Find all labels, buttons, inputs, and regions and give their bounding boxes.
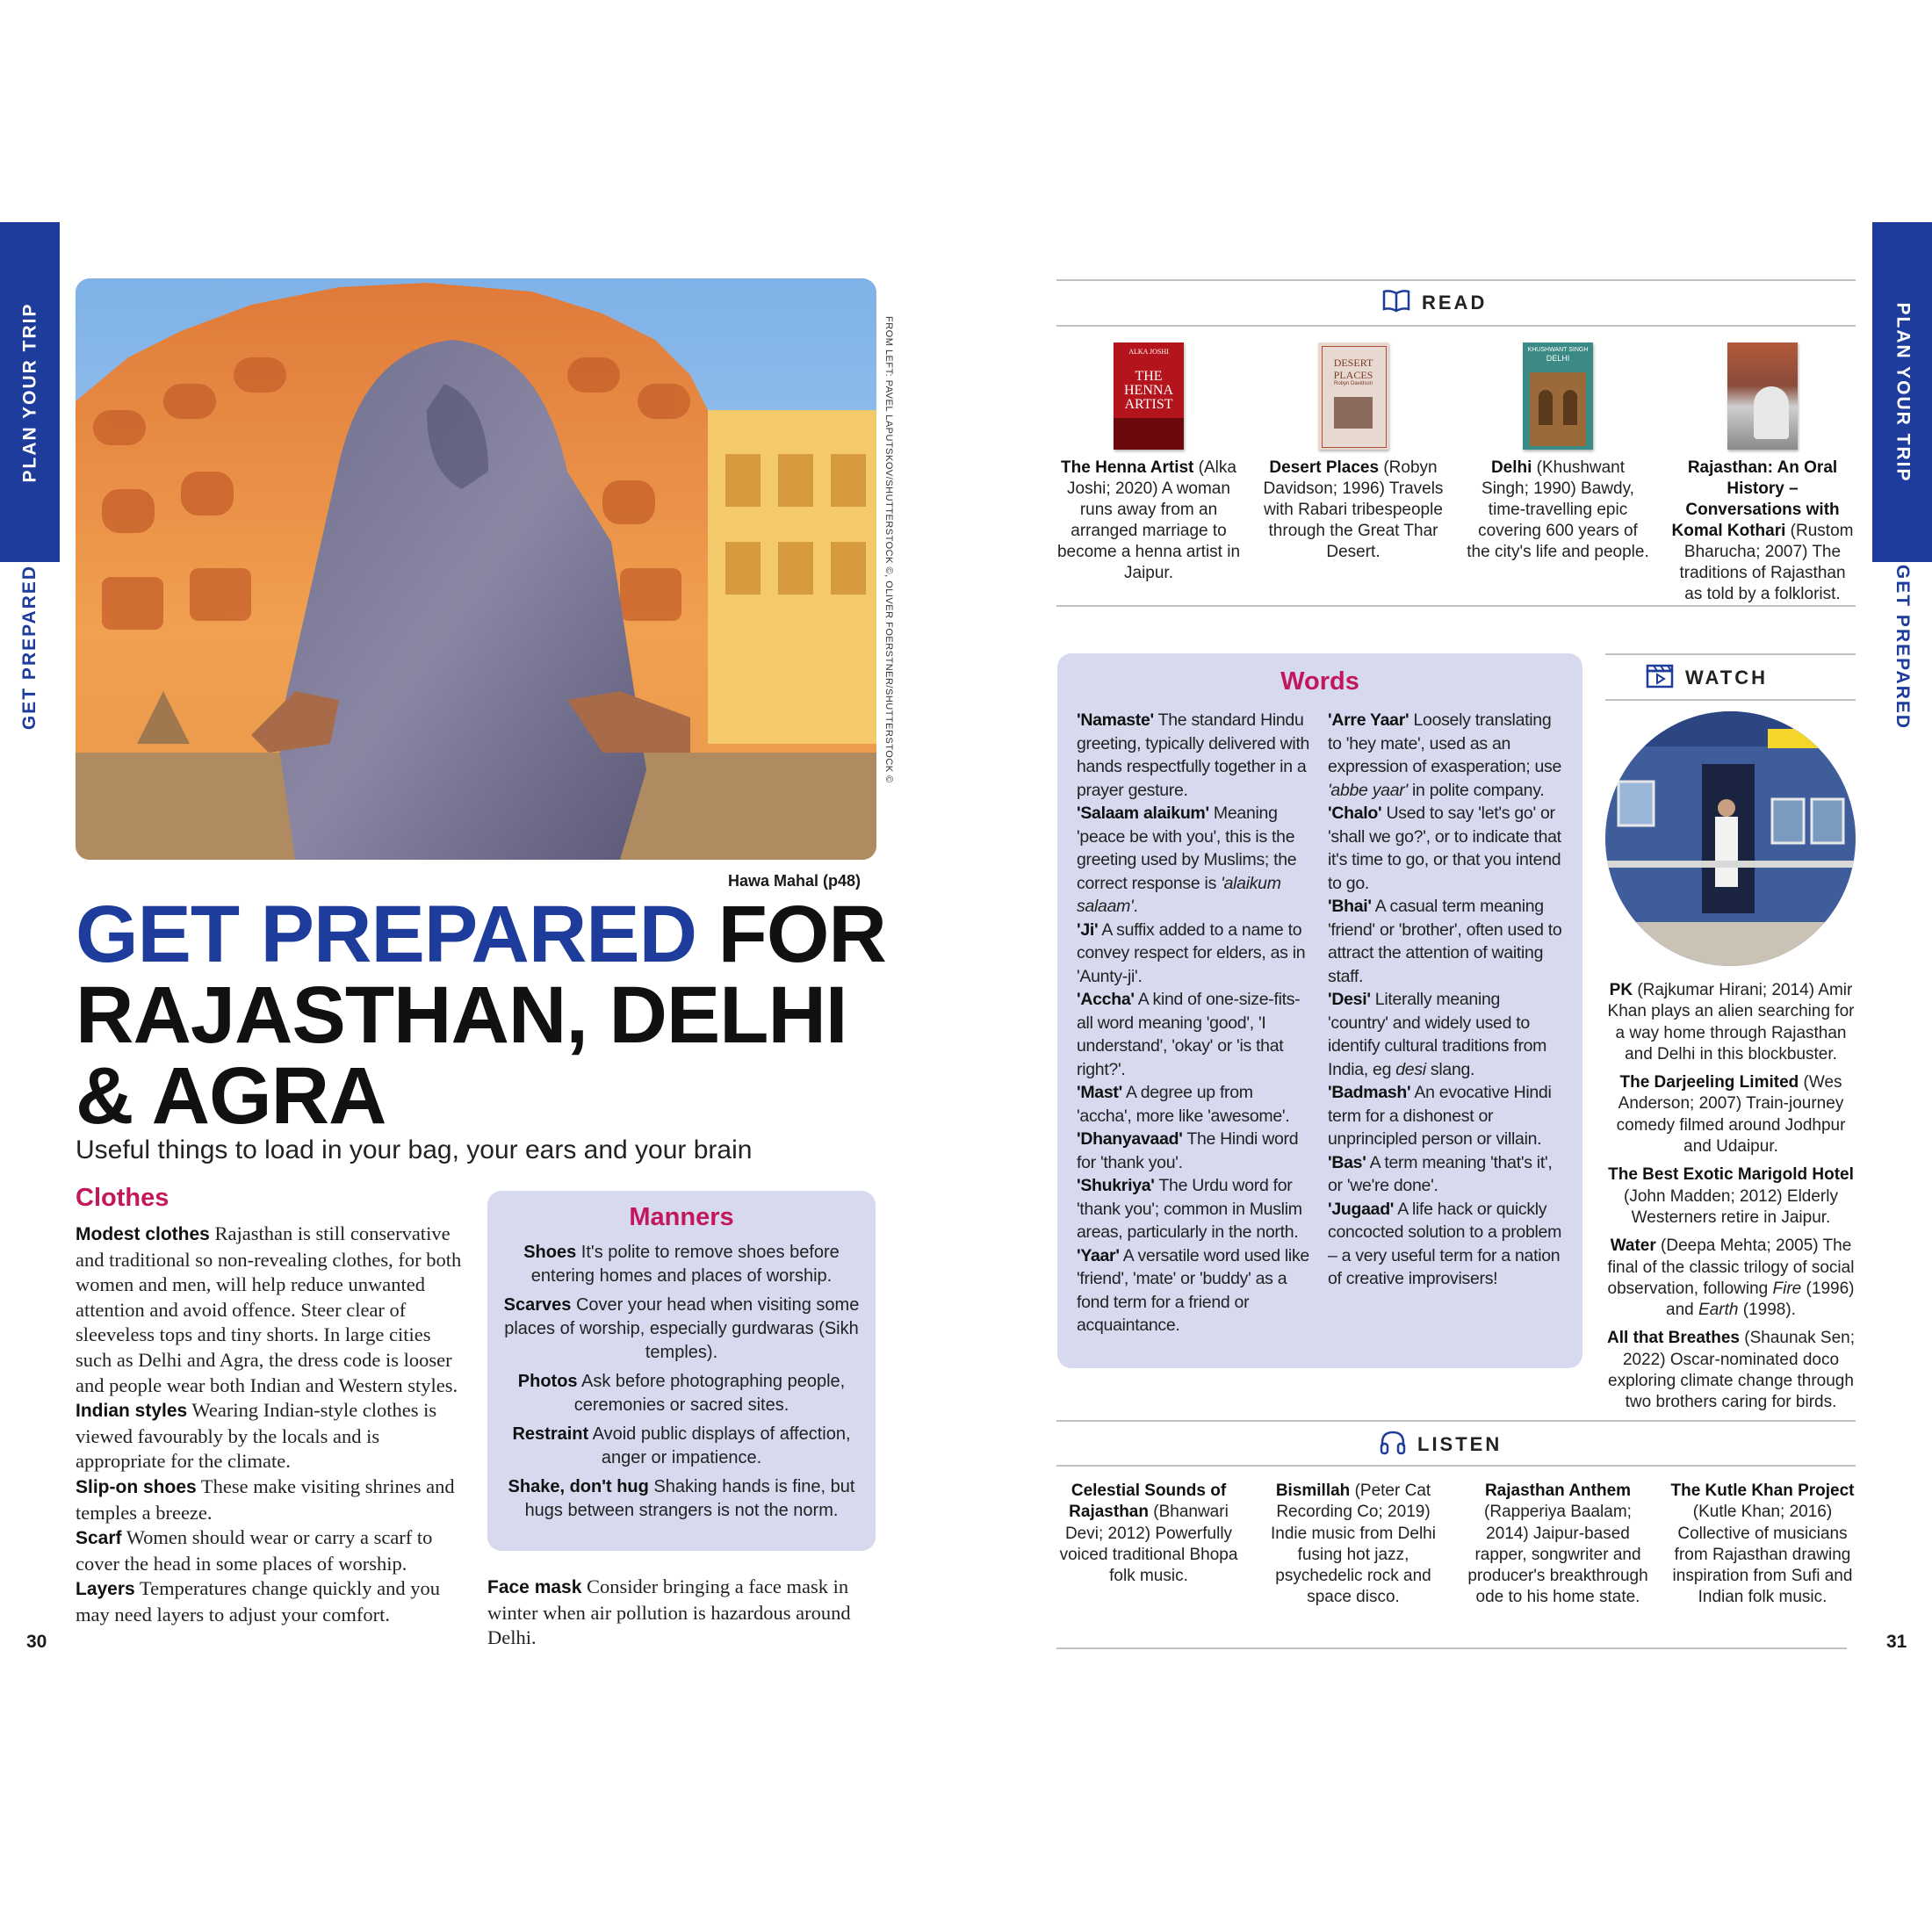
watch-header bbox=[1645, 662, 1768, 694]
list-item: 'Chalo' Used to say 'let's go' or 'shall we go?', or to indicate that it's time to go, or that you intend to go. bbox=[1328, 804, 1561, 893]
list-item: 'Mast' A degree up from 'accha', more like 'awesome'. bbox=[1077, 1083, 1290, 1126]
words-box bbox=[1057, 653, 1582, 1368]
side-tab-right bbox=[1872, 222, 1932, 732]
book-caption: The Henna Artist (Alka Joshi; 2020) A woman runs away from an arranged marriage to become a henna artist in Jaipur. bbox=[1056, 458, 1241, 582]
list-item: 'Yaar' A versatile word used like 'friend', 'mate' or 'buddy' as a fond term for a friend or acquaintance. bbox=[1077, 1245, 1309, 1335]
words-column-2 bbox=[1328, 709, 1563, 1337]
clothes-heading: Clothes bbox=[76, 1184, 169, 1212]
listen-header-rule bbox=[1056, 1465, 1856, 1467]
page-subtitle: Useful things to load in your bag, your ears and your brain bbox=[76, 1135, 753, 1164]
clapperboard-icon bbox=[1645, 662, 1675, 694]
list-item: 'Jugaad' A life hack or quickly concocted solution to a problem – a very useful term for a nation of creative improvisers! bbox=[1328, 1199, 1562, 1288]
clothes-section bbox=[76, 1184, 469, 1628]
list-item: 'Namaste' The standard Hindu greeting, typically delivered with hands respectfully together in a prayer gesture. bbox=[1077, 710, 1310, 800]
read-bottom-rule bbox=[1056, 605, 1856, 607]
list-item: 'Badmash' An evocative Hindi term for a dishonest or unprincipled person or villain. bbox=[1328, 1083, 1552, 1149]
book-caption: Delhi (Khushwant Singh; 1990) Bawdy, time-travelling epic covering 600 years of the city's life and people. bbox=[1467, 458, 1649, 561]
hawa-mahal-photo bbox=[76, 278, 876, 860]
side-tab-get-label: GET PREPARED bbox=[19, 564, 40, 730]
side-tab-get-label: GET PREPARED bbox=[1892, 564, 1914, 730]
page-title bbox=[76, 890, 919, 1141]
side-tab-plan-label: PLAN YOUR TRIP bbox=[19, 302, 40, 482]
list-item: The Darjeeling Limited (Wes Anderson; 2007) Train-journey comedy filmed around Jodhpur and Udaipur. bbox=[1616, 1073, 1846, 1157]
side-tab-left bbox=[0, 222, 60, 732]
page-number-right: 31 bbox=[1886, 1632, 1907, 1652]
book-cover-rajasthan-oral-history bbox=[1727, 342, 1798, 450]
title-line2: RAJASTHAN, DELHI bbox=[76, 970, 847, 1060]
book-cover-desert-places: DESERT PLACES Robyn Davidson bbox=[1318, 342, 1388, 450]
list-item: Photos Ask before photographing people, ceremonies or sacred sites. bbox=[517, 1372, 846, 1415]
list-item: 'Dhanyavaad' The Hindi word for 'thank you'. bbox=[1077, 1129, 1299, 1172]
watch-header-rule bbox=[1605, 699, 1856, 701]
list-item: PK (Rajkumar Hirani; 2014) Amir Khan plays an alien searching for a way home through Rajasthan and Delhi in this blockbuster. bbox=[1607, 981, 1855, 1063]
page-number-left: 30 bbox=[26, 1632, 47, 1652]
list-item: Layers Temperatures change quickly and you may need layers to adjust your comfort. bbox=[76, 1577, 440, 1626]
list-item: Celestial Sounds of Rajasthan (Bhanwari Devi; 2012) Powerfully voiced traditional Bhopa folk music. bbox=[1059, 1481, 1238, 1586]
list-item: 'Bhai' A casual term meaning 'friend' or 'brother', often used to attract the attention of waiting staff. bbox=[1328, 897, 1562, 986]
read-header bbox=[1381, 288, 1487, 318]
facemask-item: Face mask Consider bringing a face mask in winter when air pollution is hazardous around Delhi. bbox=[487, 1575, 851, 1649]
list-item: 'Ji' A suffix added to a name to convey respect for elders, as in 'Aunty-ji'. bbox=[1077, 919, 1306, 986]
book-caption: Rajasthan: An Oral History – Conversations with Komal Kothari (Rustom Bharucha; 2007) The traditions of Rajasthan as told by a folklorist. bbox=[1671, 458, 1854, 603]
list-item: Modest clothes Rajasthan is still conservative and traditional so non-revealing clothes, for both women and men, will help reduce unwanted attention and avoid offence. Steer clear of sleeveless tops and tiny shorts. In large cities such as Delhi and Agra, the dress code is looser and people wear both Indian and Western styles. bbox=[76, 1222, 462, 1396]
list-item: 'Shukriya' The Urdu word for 'thank you'; common in Muslim areas, particularly in the north. bbox=[1077, 1176, 1302, 1242]
manners-heading: Manners bbox=[629, 1203, 734, 1231]
title-for: FOR bbox=[696, 890, 886, 979]
read-heading: READ bbox=[1422, 292, 1488, 314]
list-item: Restraint Avoid public displays of affection, anger or impatience. bbox=[512, 1424, 851, 1467]
manners-list bbox=[500, 1241, 863, 1523]
list-item: Scarves Cover your head when visiting some places of worship, especially gurdwaras (Sikh temples). bbox=[503, 1295, 860, 1362]
list-item: Scarf Women should wear or carry a scarf to cover the head in some places of worship. bbox=[76, 1526, 433, 1575]
book-caption: Desert Places (Robyn Davidson; 1996) Travels with Rabari tribespeople through the Great Thar Desert. bbox=[1263, 458, 1444, 561]
list-item: 'Arre Yaar' Loosely translating to 'hey mate', used as an expression of exasperation; use 'abbe yaar' in polite company. bbox=[1328, 710, 1562, 800]
train-photo bbox=[1605, 711, 1856, 966]
watch-list bbox=[1604, 980, 1858, 1421]
words-column-1 bbox=[1077, 709, 1312, 1337]
book-cover-delhi: KHUSHWANT SINGH DELHI bbox=[1523, 342, 1593, 450]
book-icon bbox=[1381, 288, 1411, 318]
photo-caption: Hawa Mahal (p48) bbox=[727, 872, 861, 890]
watch-heading: WATCH bbox=[1685, 667, 1769, 688]
title-highlight: GET PREPARED bbox=[76, 890, 697, 979]
book-cover-henna-artist: ALKA JOSHI THE HENNA ARTIST bbox=[1114, 342, 1184, 450]
words-heading: Words bbox=[1280, 667, 1359, 696]
list-item: The Kutle Khan Project (Kutle Khan; 2016) Collective of musicians from Rajasthan drawing inspiration from Sufi and Indian folk music. bbox=[1670, 1481, 1855, 1607]
list-item: 'Bas' A term meaning 'that's it', or 'we're done'. bbox=[1328, 1152, 1553, 1195]
clothes-list bbox=[76, 1222, 469, 1628]
list-item: 'Desi' Literally meaning 'country' and widely used to identify cultural traditions from India, eg desi slang. bbox=[1328, 990, 1547, 1079]
read-top-rule bbox=[1056, 279, 1856, 281]
list-item: 'Accha' A kind of one-size-fits-all word meaning 'good', 'I understand', 'okay' or 'is that right?'. bbox=[1077, 990, 1301, 1079]
list-item: Slip-on shoes These make visiting shrines and temples a breeze. bbox=[76, 1474, 455, 1524]
watch-top-rule bbox=[1605, 653, 1856, 655]
title-line3: & AGRA bbox=[76, 1051, 386, 1141]
list-item: Rajasthan Anthem (Rapperiya Baalam; 2014) Jaipur-based rapper, songwriter and producer's breakthrough ode to his home state. bbox=[1467, 1481, 1648, 1607]
list-item: Shake, don't hug Shaking hands is fine, but hugs between strangers is not the norm. bbox=[508, 1477, 855, 1520]
listen-top-rule bbox=[1056, 1420, 1856, 1422]
listen-heading: LISTEN bbox=[1417, 1433, 1503, 1455]
list-item: Indian styles Wearing Indian-style clothes is viewed favourably by the locals and is appropriate for the climate. bbox=[76, 1399, 437, 1473]
manners-box bbox=[487, 1191, 876, 1551]
list-item: Water (Deepa Mehta; 2005) The final of the classic trilogy of social observation, following Fire (1996) and Earth (1998). bbox=[1607, 1236, 1855, 1320]
list-item: Bismillah (Peter Cat Recording Co; 2019) Indie music from Delhi fusing hot jazz, psychedelic rock and space disco. bbox=[1271, 1481, 1436, 1607]
list-item: The Best Exotic Marigold Hotel (John Madden; 2012) Elderly Westerners retire in Jaipur. bbox=[1608, 1165, 1854, 1227]
listen-header bbox=[1379, 1429, 1502, 1460]
list-item: Shoes It's polite to remove shoes before entering homes and places of worship. bbox=[523, 1243, 840, 1286]
photo-credit: FROM LEFT: PAVEL LAPUTSKOV/SHUTTERSTOCK ©, OLIVER FOERSTNER/SHUTTERSTOCK © bbox=[883, 316, 894, 783]
read-header-rule bbox=[1056, 325, 1856, 327]
list-item: All that Breathes (Shaunak Sen; 2022) Oscar-nominated doco exploring climate change through two brothers caring for birds. bbox=[1607, 1329, 1855, 1412]
headphones-icon bbox=[1379, 1429, 1407, 1460]
list-item: 'Salaam alaikum' Meaning 'peace be with you', this is the greeting used by Muslims; the correct response is 'alaikum salaam'. bbox=[1077, 804, 1297, 916]
listen-bottom-rule bbox=[1056, 1647, 1847, 1649]
side-tab-plan-label: PLAN YOUR TRIP bbox=[1892, 302, 1913, 482]
